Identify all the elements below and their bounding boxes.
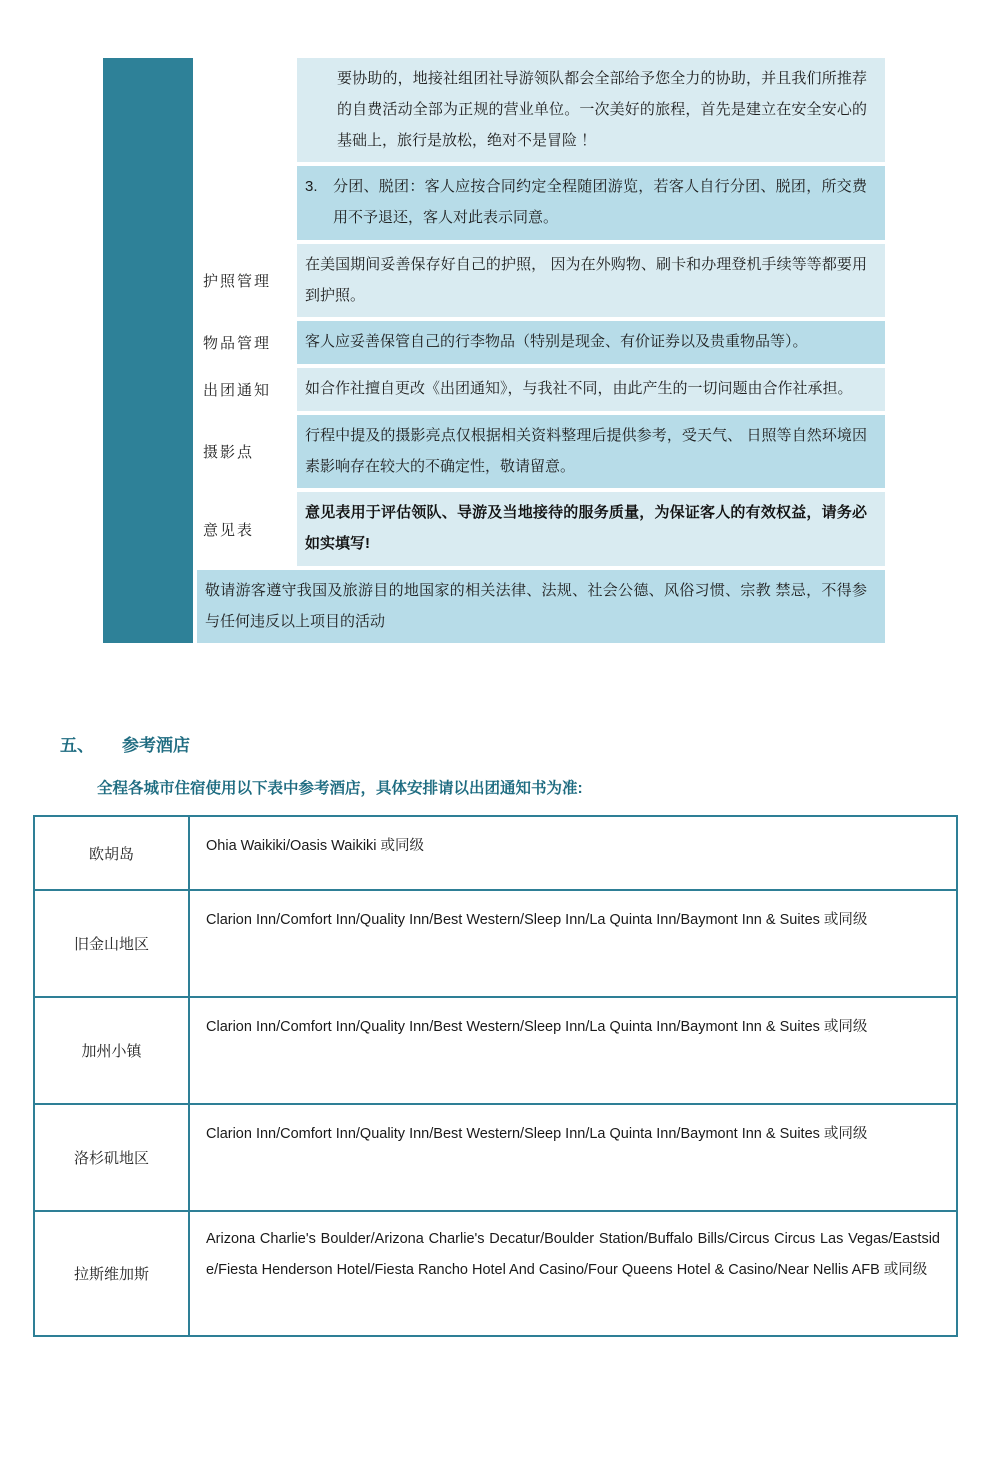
- row-content-passport: 在美国期间妥善保存好自己的护照， 因为在外购物、刷卡和办理登机手续等等都要用到护照。: [297, 244, 885, 318]
- city-cell-los-angeles: 洛杉矶地区: [35, 1105, 190, 1210]
- list-item-text: 分团、脱团：客人应按合同约定全程随团游览，若客人自行分团、脱团，所交费用不予退还，客人对此表示同意。: [333, 178, 867, 226]
- row-label-empty: [195, 166, 295, 240]
- table-row: [35, 891, 956, 998]
- table-row: [35, 1105, 956, 1212]
- hotels-cell-los-angeles: Clarion Inn/Comfort Inn/Quality Inn/Best Western/Sleep Inn/La Quinta Inn/Baymont Inn & Suites 或同级: [206, 1126, 868, 1143]
- section-subtitle: 全程各城市住宿使用以下表中参考酒店，具体安排请以出团通知书为准:: [97, 780, 583, 798]
- table-row: [195, 58, 885, 162]
- city-cell-las-vegas: 拉斯维加斯: [35, 1212, 190, 1335]
- row-label-empty: [195, 58, 295, 162]
- table-row: [195, 492, 885, 566]
- notice-table-rows: [195, 58, 885, 643]
- city-cell-san-francisco: 旧金山地区: [35, 891, 190, 996]
- section-number: 五、: [60, 736, 94, 756]
- hotels-cell-san-francisco: Clarion Inn/Comfort Inn/Quality Inn/Best Western/Sleep Inn/La Quinta Inn/Baymont Inn & Suites 或同级: [206, 912, 868, 929]
- hotels-cell-california-town: Clarion Inn/Comfort Inn/Quality Inn/Best Western/Sleep Inn/La Quinta Inn/Baymont Inn & Suites 或同级: [206, 1019, 868, 1036]
- table-row: [35, 817, 956, 891]
- table-row: [195, 321, 885, 364]
- row-label-feedback-form: 意见表: [195, 492, 295, 566]
- table-row: [35, 1212, 956, 1335]
- row-label-photo-spots: 摄影点: [195, 415, 295, 489]
- table-row: [195, 415, 885, 489]
- row-content-belongings: 客人应妥善保管自己的行李物品（特别是现金、有价证券以及贵重物品等）。: [297, 321, 885, 364]
- table-row: [195, 244, 885, 318]
- city-cell-oahu: 欧胡岛: [35, 817, 190, 889]
- row-content-departure-notice: 如合作社擅自更改《出团通知》，与我社不同，由此产生的一切问题由合作社承担。: [297, 368, 885, 411]
- notice-table: [103, 58, 885, 643]
- row-content-feedback-form: 意见表用于评估领队、导游及当地接待的服务质量，为保证客人的有效权益，请务必如实填写!: [297, 492, 885, 566]
- section-title: 参考酒店: [122, 736, 190, 756]
- section-heading: [60, 731, 992, 756]
- table-footer-note: 敬请游客遵守我国及旅游目的地国家的相关法律、法规、社会公德、风俗习惯、宗教 禁忌，不得参与任何违反以上项目的活动: [197, 570, 885, 644]
- hotels-cell-las-vegas: Arizona Charlie's Boulder/Arizona Charlie's Decatur/Boulder Station/Buffalo Bills/Circus Circus Las Vegas/Eastside/Fiesta Henderson Hotel/Fiesta Rancho Hotel And Casino/Four Queens Hotel & Casino/Near Nellis AFB 或同级: [206, 1231, 940, 1279]
- list-number: 3.: [305, 178, 318, 196]
- row-label-passport: 护照管理: [195, 244, 295, 318]
- table-row: [195, 166, 885, 240]
- table-row: [195, 368, 885, 411]
- hotels-cell-oahu: Ohia Waikiki/Oasis Waikiki 或同级: [206, 838, 425, 855]
- row-content-continuation: 要协助的，地接社组团社导游领队都会全部给予您全力的协助，并且我们所推荐的自费活动全部为正规的营业单位。一次美好的旅程，首先是建立在安全安心的基础上，旅行是放松，绝对不是冒险 ！: [297, 58, 885, 162]
- hotel-reference-table: [33, 815, 958, 1337]
- row-label-belongings: 物品管理: [195, 321, 295, 364]
- row-label-departure-notice: 出团通知: [195, 368, 295, 411]
- city-cell-california-town: 加州小镇: [35, 998, 190, 1103]
- row-content-photo-spots: 行程中提及的摄影亮点仅根据相关资料整理后提供参考，受天气、 日照等自然环境因素影响存在较大的不确定性，敬请留意。: [297, 415, 885, 489]
- table-row: [35, 998, 956, 1105]
- row-content-list-item: [297, 166, 885, 240]
- table-side-teal-block: [103, 58, 193, 643]
